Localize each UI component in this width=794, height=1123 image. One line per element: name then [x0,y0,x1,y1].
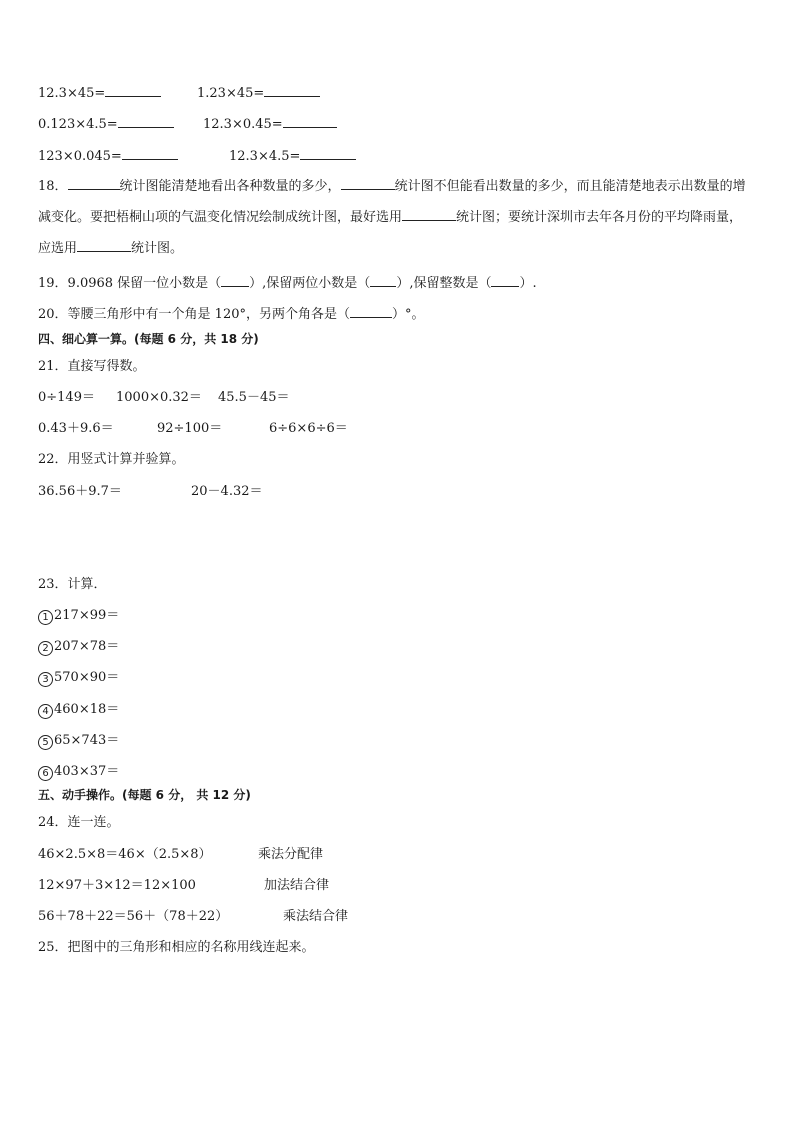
circled-number: 5 [38,735,53,750]
q23-expr: 570×90＝ [54,670,120,685]
question-21-title: 21．直接写得数。 [38,359,146,374]
answer-blank[interactable] [68,177,120,190]
question-18 [38,171,754,264]
answer-blank[interactable] [118,115,174,128]
q23-item [38,760,119,781]
answer-blank[interactable] [221,274,249,287]
q21-row-2-a: 0.43＋9.6＝ [38,421,114,436]
q24-law-1[interactable]: 乘法分配律 [258,847,324,862]
section-heading-4: 四、细心算一算。(每题 6 分，共 18 分) [38,332,259,346]
question-text: 统计图能清楚地看出各种数量的多少， [119,179,341,194]
question-text: ）°。 [392,307,425,322]
calc-expr: 12.3×45= [38,86,106,101]
calc-expr: 0.123×4.5= [38,117,118,132]
q24-law-3[interactable]: 乘法结合律 [283,909,349,924]
answer-blank[interactable] [105,84,161,97]
question-text: 20．等腰三角形中有一个角是 120°，另两个角各是（ [38,307,350,322]
q23-item [38,698,119,719]
q21-row-1-b: 1000×0.32＝ [116,390,202,405]
q23-expr: 403×37＝ [54,764,120,779]
question-24-title: 24．连一连。 [38,815,120,830]
answer-blank[interactable] [77,239,131,252]
calc-expr: 1.23×45= [197,86,265,101]
q21-row-1-a: 0÷149＝ [38,390,95,405]
q21-row-2-b: 92÷100＝ [157,421,223,436]
question-text: 平均降雨量，应选用 [38,210,743,256]
answer-blank[interactable] [370,274,396,287]
q21-row-2-c: 6÷6×6÷6＝ [269,421,348,436]
calc-row-3-b [229,147,356,164]
answer-blank[interactable] [402,208,456,221]
question-text: ）,保留两位小数是（ [249,276,371,291]
calc-row-1 [38,84,161,101]
question-number: 18． [38,179,68,194]
question-text: 统计图；要统计深圳市去年各月份的 [456,210,665,225]
question-text: 19．9.0968 保留一位小数是（ [38,276,222,291]
answer-blank[interactable] [341,177,395,190]
calc-row-2-b [203,115,337,132]
q22-item-1: 36.56＋9.7＝ [38,484,122,499]
q23-expr: 217×99＝ [54,608,120,623]
q23-item [38,604,119,625]
question-22-title: 22．用竖式计算并验算。 [38,452,185,467]
question-text: 统计图。 [131,241,184,256]
circled-number: 6 [38,766,53,781]
calc-expr: 12.3×4.5= [229,149,301,164]
circled-number: 3 [38,672,53,687]
q23-item [38,729,119,750]
calc-row-2 [38,115,174,132]
question-text: ）. [519,276,537,291]
answer-blank[interactable] [283,115,337,128]
q24-expr-2: 12×97＋3×12＝12×100 [38,878,196,893]
calc-row-1-b [197,84,320,101]
q22-item-2: 20－4.32＝ [191,484,263,499]
q23-expr: 65×743＝ [54,733,120,748]
q23-item [38,635,119,656]
question-text: 统计图不但能看出数量的多少，而且能清楚地表示出数 [394,179,707,194]
q24-law-2[interactable]: 加法结合律 [264,878,330,893]
answer-blank[interactable] [264,84,320,97]
answer-blank[interactable] [491,274,519,287]
q23-item [38,666,119,687]
question-20 [38,303,425,322]
q23-expr: 460×18＝ [54,702,120,717]
question-text: ）,保留整数是（ [396,276,492,291]
circled-number: 1 [38,610,53,625]
q24-expr-1: 46×2.5×8＝46×（2.5×8） [38,847,212,862]
question-19 [38,272,537,291]
q21-row-1-c: 45.5－45＝ [218,390,290,405]
calc-expr: 12.3×0.45= [203,117,283,132]
question-text: 量的增减变化。要把梧桐山项的气温变化情况绘制成统计图，最好选用 [38,179,746,225]
circled-number: 2 [38,641,53,656]
calc-expr: 123×0.045= [38,149,122,164]
calc-row-3 [38,147,178,164]
circled-number: 4 [38,704,53,719]
q24-expr-3: 56＋78＋22＝56＋（78＋22） [38,909,229,924]
answer-blank[interactable] [300,147,356,160]
section-heading-5: 五、动手操作。(每题 6 分， 共 12 分) [38,788,251,802]
answer-blank[interactable] [350,305,392,318]
answer-blank[interactable] [122,147,178,160]
question-23-title: 23．计算． [38,577,107,592]
question-25: 25．把图中的三角形和相应的名称用线连起来。 [38,940,315,955]
q23-expr: 207×78＝ [54,639,120,654]
